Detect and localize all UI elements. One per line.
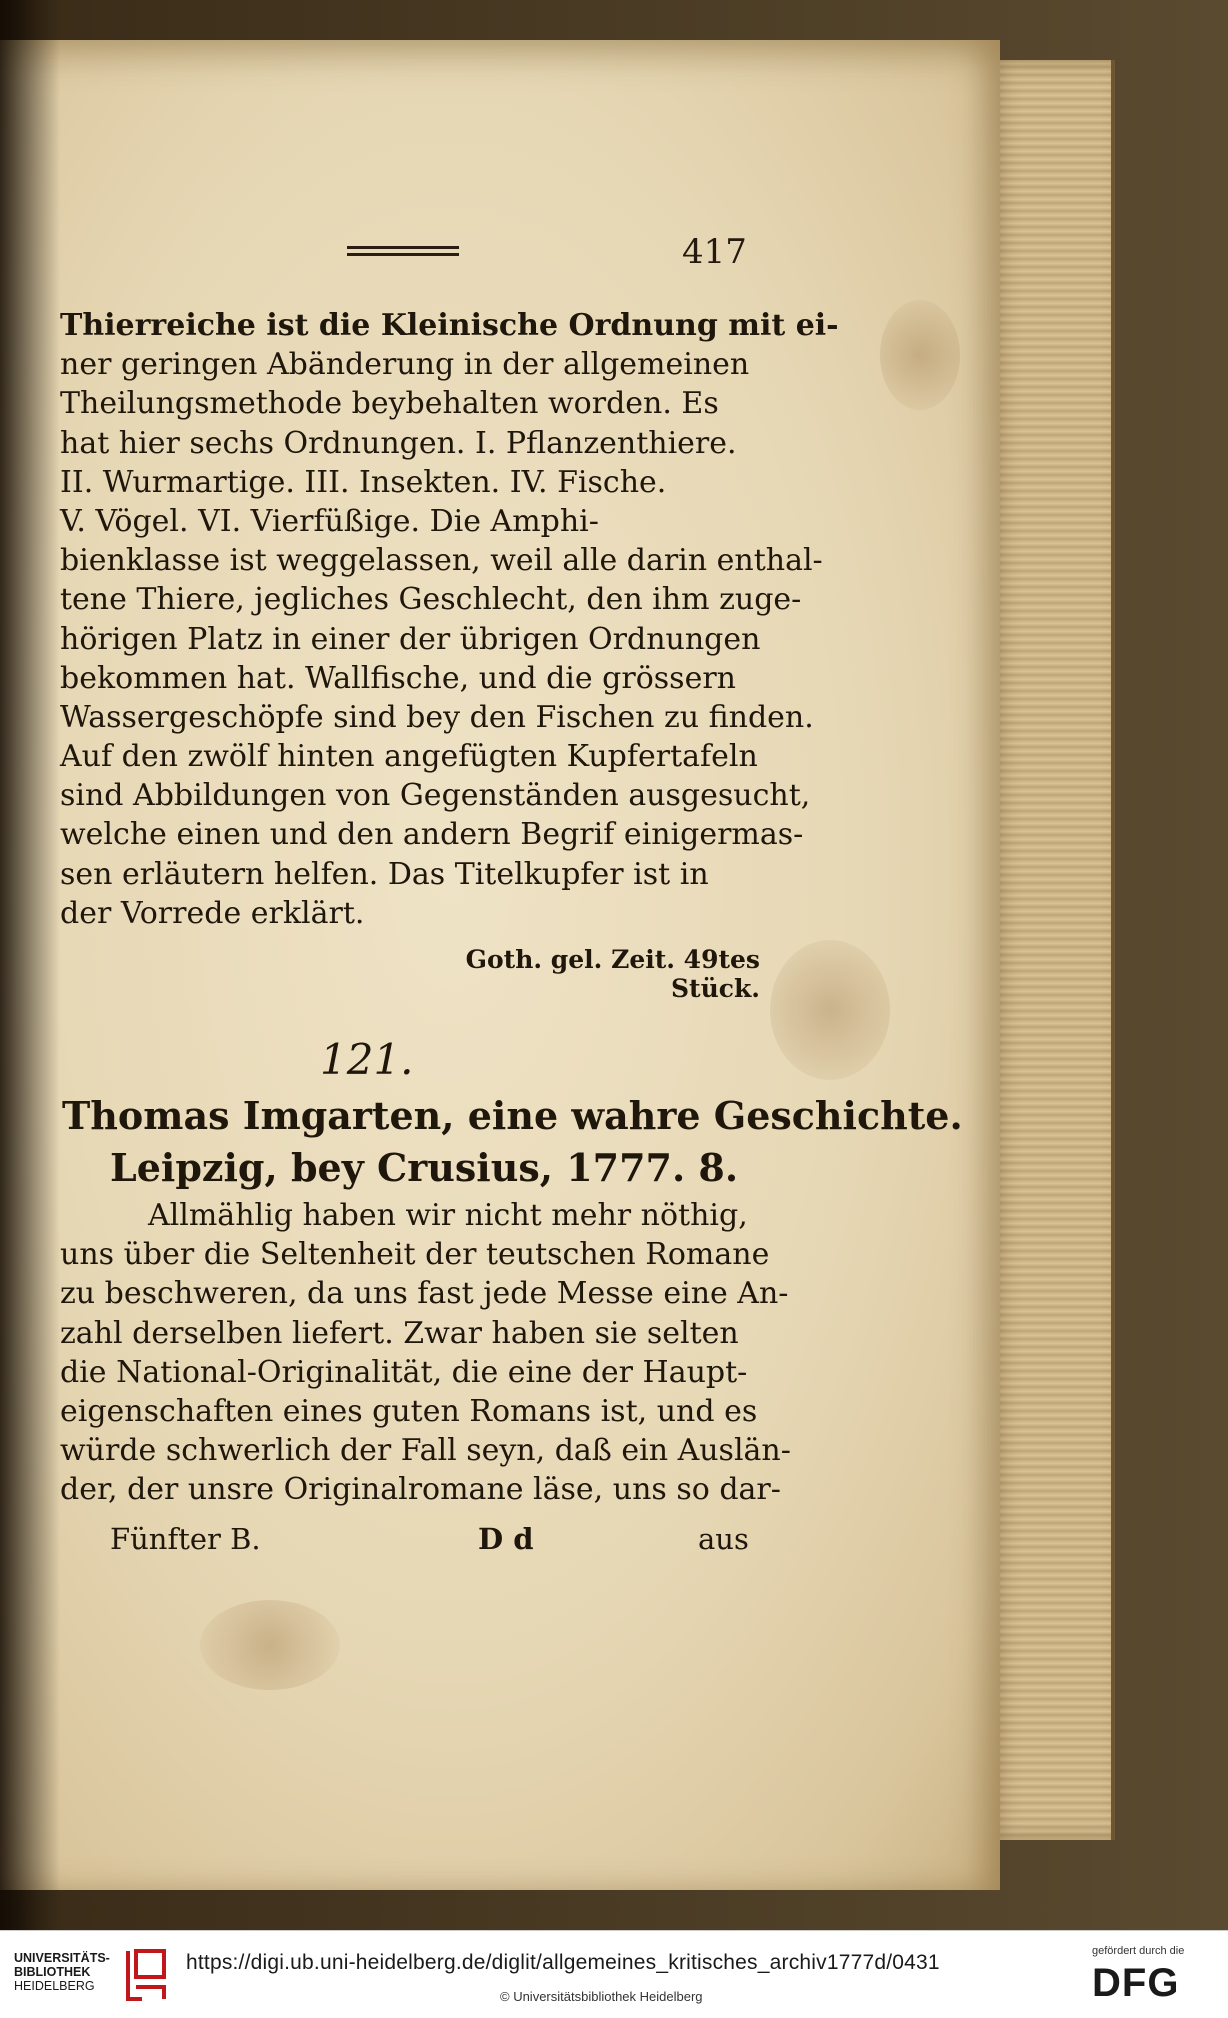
text-line: Allmählig haben wir nicht mehr nöthig,: [148, 1198, 748, 1233]
funding-caption: gefördert durch die: [1092, 1945, 1185, 1957]
page-edges: [985, 60, 1115, 1840]
catchword: aus: [698, 1522, 749, 1556]
text-line: sind Abbildungen von Gegenständen ausgesucht,: [60, 778, 811, 814]
text-line: bienklasse ist weggelassen, weil alle darin enthal-: [60, 543, 823, 579]
text-line: zahl derselben liefert. Zwar haben sie selten: [60, 1315, 739, 1351]
text-line: der, der unsre Originalromane läse, uns so dar-: [60, 1472, 781, 1508]
paragraph-1: [60, 306, 839, 933]
signature-label: Fünfter B.: [110, 1522, 261, 1556]
paragraph-2: [60, 1196, 791, 1510]
permalink-url[interactable]: https://digi.ub.uni-heidelberg.de/diglit/allgemeines_kritisches_archiv1777d/0431: [186, 1951, 940, 1974]
text-line: die National-Originalität, die eine der Haupt-: [60, 1354, 748, 1390]
source-citation: Goth. gel. Zeit. 49tes Stück.: [465, 945, 760, 1003]
dfg-logo[interactable]: DFG: [1092, 1961, 1180, 2005]
text-line: welche einen und den andern Begrif einigermas-: [60, 817, 804, 853]
library-name-line: BIBLIOTHEK: [14, 1965, 91, 1979]
imprint-line: Leipzig, bey Crusius, 1777. 8.: [110, 1145, 739, 1190]
text-line: Wassergeschöpfe sind bey den Fischen zu finden.: [60, 699, 814, 735]
sheet-mark: D d: [478, 1522, 534, 1556]
text-line: ner geringen Abänderung in der allgemeinen: [60, 347, 750, 383]
text-line: sen erläutern helfen. Das Titelkupfer ist in: [60, 856, 709, 892]
attribution-footer: [0, 1930, 1228, 2018]
library-emblem-icon: [122, 1947, 170, 2003]
text-line: würde schwerlich der Fall seyn, daß ein Auslän-: [60, 1433, 791, 1469]
text-line: eigenschaften eines guten Romans ist, und es: [60, 1393, 758, 1429]
book-title: [62, 1090, 963, 1194]
library-name-line: HEIDELBERG: [14, 1979, 95, 1993]
text-line: V. Vögel. VI. Vierfüßige. Die Amphi-: [60, 503, 599, 539]
text-line: hörigen Platz in einer der übrigen Ordnungen: [60, 621, 761, 657]
foxing-stain: [200, 1600, 340, 1690]
text-line: hat hier sechs Ordnungen. I. Pflanzenthiere.: [60, 425, 737, 461]
text-line: tene Thiere, jegliches Geschlecht, den ihm zuge-: [60, 582, 802, 618]
header-rule: [347, 246, 459, 256]
copyright-notice: © Universitätsbibliothek Heidelberg: [500, 1989, 703, 2004]
foxing-stain: [770, 940, 890, 1080]
text-line: II. Wurmartige. III. Insekten. IV. Fische.: [60, 464, 667, 500]
library-name-line: UNIVERSITÄTS-: [14, 1951, 110, 1965]
text-line: uns über die Seltenheit der teutschen Romane: [60, 1237, 770, 1273]
section-number: 121.: [320, 1035, 414, 1084]
library-logo-text[interactable]: [14, 1951, 110, 1993]
spine-shadow: [0, 0, 60, 1930]
foxing-stain: [880, 300, 960, 410]
text-line: bekommen hat. Wallfische, und die grössern: [60, 660, 736, 696]
page-number: 417: [682, 232, 747, 272]
text-line: Theilungsmethode beybehalten worden. Es: [60, 386, 719, 422]
text-line: der Vorrede erklärt.: [60, 895, 365, 931]
text-line: zu beschweren, da uns fast jede Messe eine An-: [60, 1276, 789, 1312]
title-line: Thomas Imgarten, eine wahre Geschichte.: [62, 1093, 963, 1138]
text-line: Auf den zwölf hinten angefügten Kupfertafeln: [60, 739, 758, 775]
text-line: Thierreiche ist die Kleinische Ordnung mit ei-: [60, 308, 839, 343]
